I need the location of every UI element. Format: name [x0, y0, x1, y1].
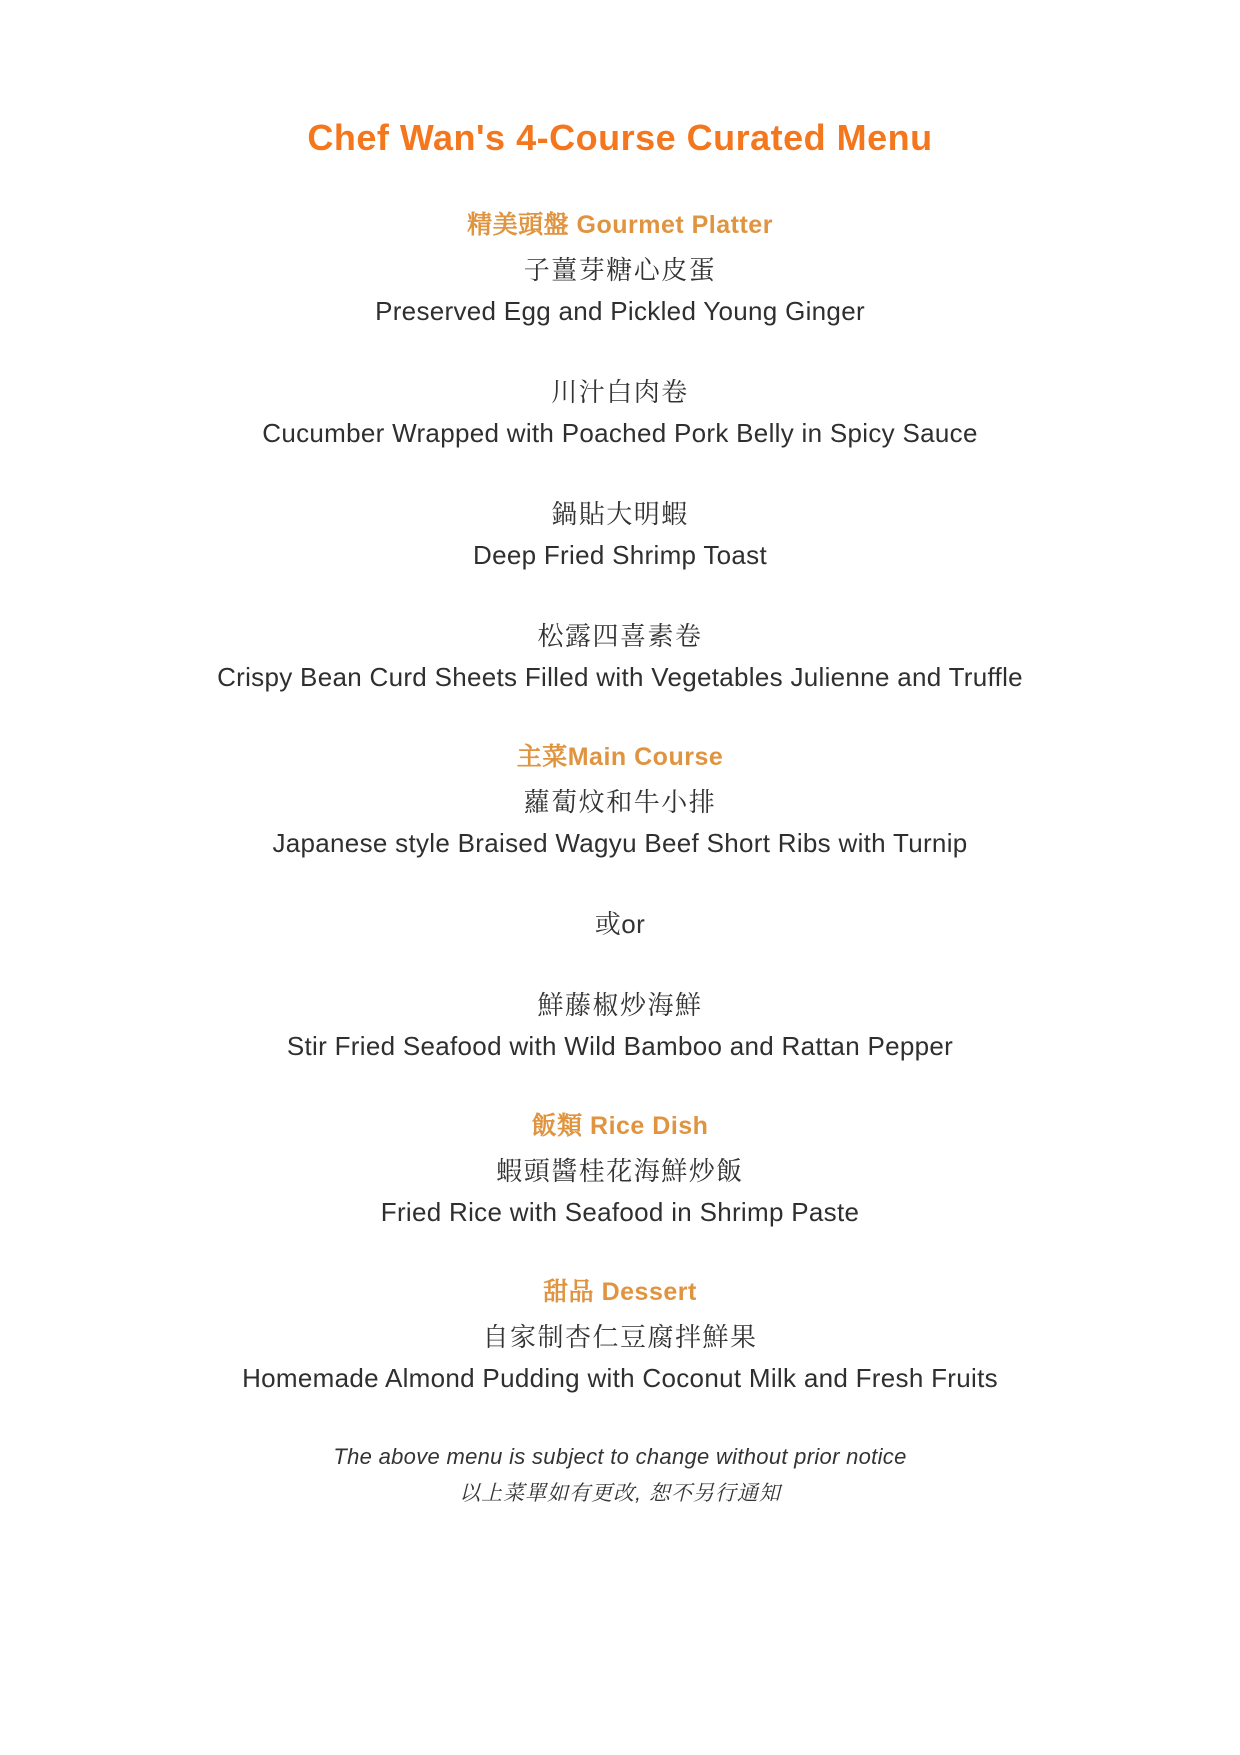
footer-note-zh: 以上菜單如有更改, 恕不另行通知	[459, 1482, 781, 1505]
dish-shrimp-toast	[0, 494, 1240, 576]
dish-name-en: Fried Rice with Seafood in Shrimp Paste	[380, 1197, 860, 1227]
dish-name-en: Crispy Bean Curd Sheets Filled with Vegetables Julienne and Truffle	[217, 662, 1023, 692]
section-heading-rice-dish: 飯類 Rice Dish	[531, 1112, 709, 1140]
dish-preserved-egg	[0, 250, 1240, 332]
or-divider: 或or	[594, 909, 646, 939]
dish-shrimp-paste-fried-rice	[0, 1151, 1240, 1233]
dish-name-en: Stir Fried Seafood with Wild Bamboo and Rattan Pepper	[286, 1031, 954, 1061]
dish-name-zh: 蘿蔔炆和牛小排	[523, 787, 717, 817]
dish-wagyu-short-ribs	[0, 782, 1240, 864]
dish-name-zh: 子薑芽糖心皮蛋	[523, 255, 717, 285]
dish-name-zh: 蝦頭醬桂花海鮮炒飯	[496, 1156, 744, 1186]
section-heading-dessert: 甜品 Dessert	[543, 1278, 697, 1306]
section-heading-gourmet-platter: 精美頭盤 Gourmet Platter	[467, 211, 773, 239]
dish-name-zh: 松露四喜素卷	[537, 621, 703, 651]
dish-cucumber-pork-belly	[0, 372, 1240, 454]
dish-name-en: Japanese style Braised Wagyu Beef Short Ribs with Turnip	[272, 828, 968, 858]
dish-name-zh: 鮮藤椒炒海鮮	[537, 990, 703, 1020]
section-gourmet-platter	[0, 209, 1240, 698]
dish-name-en: Deep Fried Shrimp Toast	[473, 540, 767, 570]
dish-rattan-pepper-seafood	[0, 985, 1240, 1067]
dish-name-en: Preserved Egg and Pickled Young Ginger	[375, 296, 865, 326]
section-dessert	[0, 1276, 1240, 1399]
footer-note-en: The above menu is subject to change without prior notice	[333, 1444, 907, 1469]
dish-name-en: Homemade Almond Pudding with Coconut Milk and Fresh Fruits	[242, 1363, 998, 1393]
dish-almond-pudding	[0, 1317, 1240, 1399]
dish-bean-curd-truffle	[0, 616, 1240, 698]
section-main-course	[0, 741, 1240, 1067]
dish-name-zh: 鍋貼大明蝦	[551, 499, 689, 529]
section-rice-dish	[0, 1110, 1240, 1233]
section-heading-main-course: 主菜Main Course	[516, 743, 724, 771]
dish-name-en: Cucumber Wrapped with Poached Pork Belly in Spicy Sauce	[262, 418, 978, 448]
menu-footer	[0, 1439, 1240, 1511]
dish-name-zh: 自家制杏仁豆腐拌鮮果	[482, 1322, 758, 1352]
dish-name-zh: 川汁白肉卷	[551, 377, 689, 407]
menu-title: Chef Wan's 4-Course Curated Menu	[307, 117, 933, 158]
